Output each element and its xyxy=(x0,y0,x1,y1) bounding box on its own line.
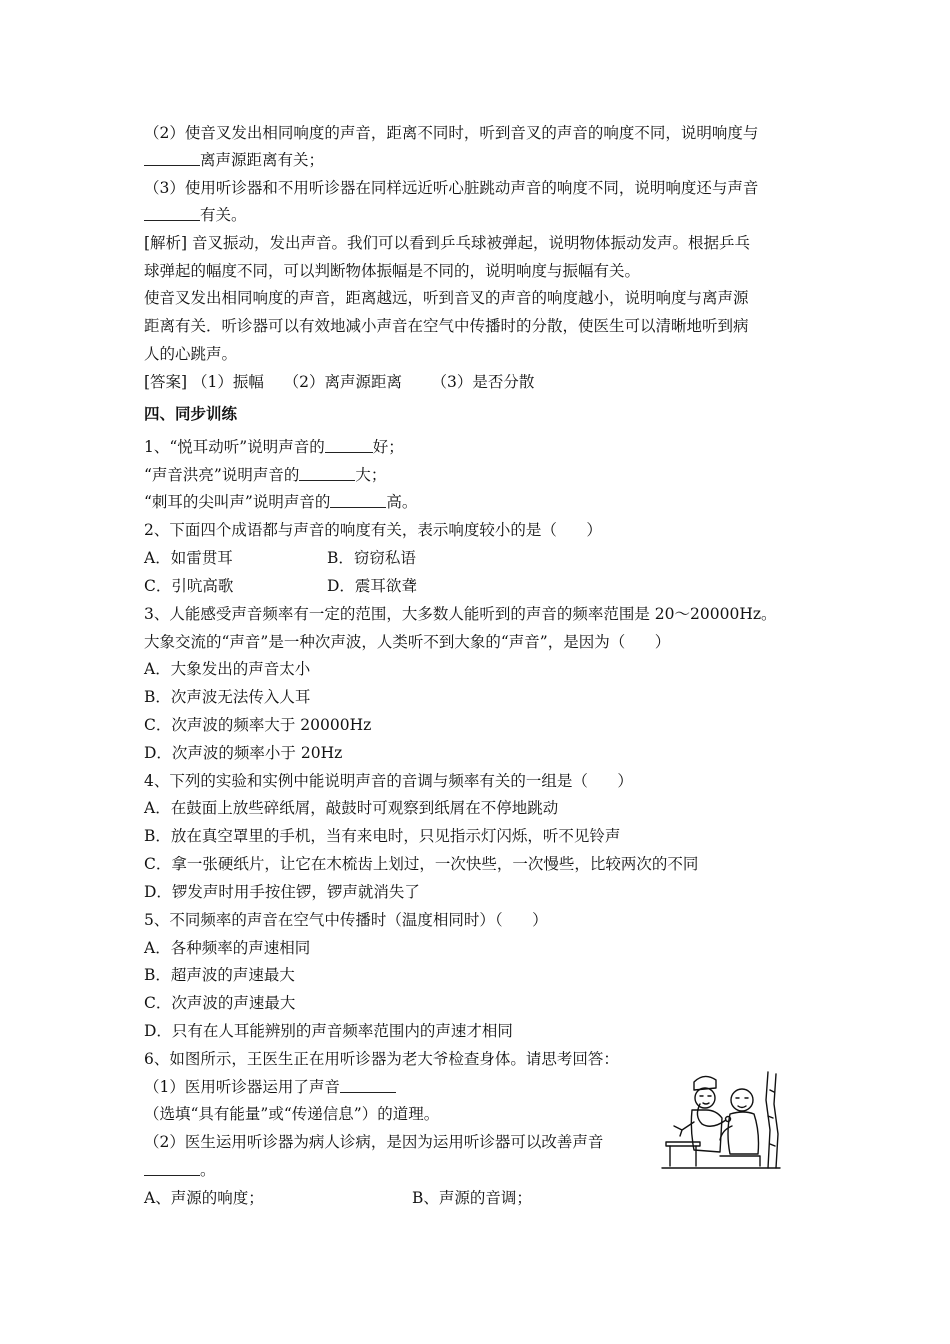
prev-q3-line2 xyxy=(144,205,247,225)
q5-option-a: A．各种频率的声速相同 xyxy=(144,939,311,957)
q5-option-b: B．超声波的声速最大 xyxy=(144,966,295,984)
q4-option-d: D．锣发声时用手按住锣，锣声就消失了 xyxy=(144,883,420,901)
answer-blank xyxy=(144,156,200,166)
q6-part2-tail: 。 xyxy=(200,1161,216,1179)
q3-option-d: D．次声波的频率小于 20Hz xyxy=(144,744,343,762)
answer-line: [答案] （1）振幅 （2）离声源距离 （3）是否分散 xyxy=(144,373,535,391)
analysis-line-4: 距离有关．听诊器可以有效地减小声音在空气中传播时的分散，使医生可以清晰地听到病 xyxy=(144,317,749,335)
q6-stem: 6、如图所示，王医生正在用听诊器为老大爷检查身体。请思考回答： xyxy=(144,1050,619,1068)
answer-blank xyxy=(299,471,355,481)
q6-part1-line2: （选填“具有能量”或“传递信息”）的道理。 xyxy=(144,1105,440,1123)
q4-stem: 4、下列的实验和实例中能说明声音的音调与频率有关的一组是（ ） xyxy=(144,772,633,790)
q1-c-tail: 高。 xyxy=(386,493,418,511)
q6-option-b: B、声源的音调； xyxy=(412,1189,532,1207)
prev-q2-line2-text: 离声源距离有关； xyxy=(200,151,325,169)
q4-option-a: A．在鼓面上放些碎纸屑，敲鼓时可观察到纸屑在不停地跳动 xyxy=(144,799,559,817)
q6-part2-line1: （2）医生运用听诊器为病人诊病，是因为运用听诊器可以改善声音 xyxy=(144,1133,604,1151)
q1-a-tail: 好； xyxy=(372,438,404,456)
q6-part2-line2 xyxy=(144,1160,216,1180)
q1-line-a xyxy=(144,437,404,457)
analysis-line-1: [解析] 音叉振动，发出声音。我们可以看到乒乓球被弹起，说明物体振动发声。根据乒乓 xyxy=(144,234,751,252)
q2-option-a: A．如雷贯耳 xyxy=(144,549,233,567)
analysis-line-5: 人的心跳声。 xyxy=(144,345,238,363)
q1-a-text: 1、“悦耳动听”说明声音的 xyxy=(144,438,325,456)
q2-option-b: B．窃窃私语 xyxy=(327,549,416,567)
answer-blank xyxy=(144,1166,200,1176)
analysis-line-3: 使音叉发出相同响度的声音，距离越远，听到音叉的声音的响度越小，说明响度与离声源 xyxy=(144,289,749,307)
q3-stem-1: 3、人能感受声音频率有一定的范围，大多数人能听到的声音的频率范围是 20～20000Hz。 xyxy=(144,605,777,623)
q1-line-b xyxy=(144,465,386,485)
doctor-stethoscope-illustration xyxy=(660,1070,782,1172)
q4-option-c: C．拿一张硬纸片，让它在木梳齿上划过，一次快些，一次慢些，比较两次的不同 xyxy=(144,855,699,873)
prev-q3-line1: （3）使用听诊器和不用听诊器在同样远近听心脏跳动声音的响度不同，说明响度还与声音 xyxy=(144,179,759,197)
q1-line-c xyxy=(144,492,417,512)
prev-q3-line2-text: 有关。 xyxy=(200,206,247,224)
q3-option-c: C．次声波的频率大于 20000Hz xyxy=(144,716,372,734)
q2-option-d: D．震耳欲聋 xyxy=(327,577,417,595)
q1-c-text: “刺耳的尖叫声”说明声音的 xyxy=(144,493,331,511)
q5-option-d: D．只有在人耳能辨别的声音频率范围内的声速才相同 xyxy=(144,1022,513,1040)
answer-blank xyxy=(325,443,373,453)
q4-option-b: B．放在真空罩里的手机，当有来电时，只见指示灯闪烁，听不见铃声 xyxy=(144,827,621,845)
section-title: 四、同步训练 xyxy=(144,404,238,423)
q3-option-a: A．大象发出的声音太小 xyxy=(144,660,311,678)
q6-part1-line1 xyxy=(144,1077,396,1097)
q2-option-c: C．引吭高歌 xyxy=(144,577,234,595)
q1-b-text: “声音洪亮”说明声音的 xyxy=(144,466,300,484)
q6-part1-text: （1）医用听诊器运用了声音 xyxy=(144,1078,340,1096)
q1-b-tail: 大； xyxy=(355,466,387,484)
q5-stem: 5、不同频率的声音在空气中传播时（温度相同时）（ ） xyxy=(144,911,548,929)
q2-stem: 2、下面四个成语都与声音的响度有关，表示响度较小的是（ ） xyxy=(144,521,602,539)
q5-option-c: C．次声波的声速最大 xyxy=(144,994,296,1012)
answer-blank xyxy=(340,1083,396,1093)
q3-option-b: B．次声波无法传入人耳 xyxy=(144,688,311,706)
prev-q2-line2 xyxy=(144,150,324,170)
answer-blank xyxy=(330,498,386,508)
q3-stem-2: 大象交流的“声音”是一种次声波，人类听不到大象的“声音”，是因为（ ） xyxy=(144,633,671,651)
q6-option-a: A、声源的响度； xyxy=(144,1189,264,1207)
answer-blank xyxy=(144,211,200,221)
prev-q2-line1: （2）使音叉发出相同响度的声音，距离不同时，听到音叉的声音的响度不同，说明响度与 xyxy=(144,124,759,142)
analysis-line-2: 球弹起的幅度不同，可以判断物体振幅是不同的，说明响度与振幅有关。 xyxy=(144,262,641,280)
